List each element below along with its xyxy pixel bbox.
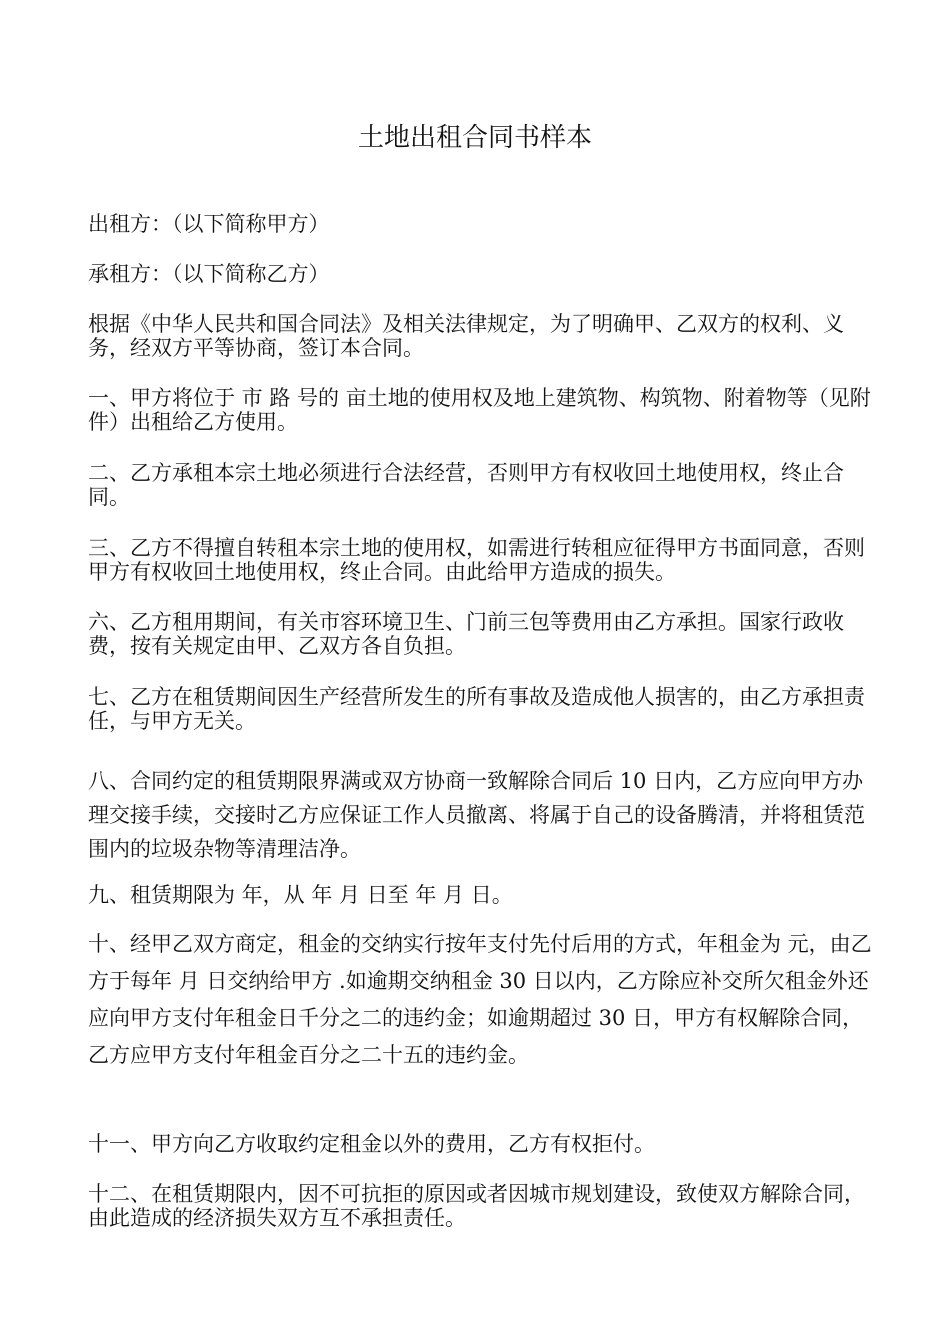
paragraph-clause-7: 七、乙方在租赁期间因生产经营所发生的所有事故及造成他人损害的，由乙方承担责任，与甲方无关。	[88, 685, 865, 733]
paragraph-clause-10: 十、经甲乙双方商定，租金的交纳实行按年支付先付后用的方式，年租金为 元，由乙方于每年 月 日交纳给甲方 .如逾期交纳租金 30 日以内，乙方除应补交所欠租金外还应向甲方支付年租金日千分之二的违约金；如逾期超过 30 日，甲方有权解除合同，乙方应甲方支付年租金百分之二十五的违约金。	[88, 932, 872, 1067]
paragraph-clause-8: 八、合同约定的租赁期限界满或双方协商一致解除合同后 10 日内，乙方应向甲方办理交接手续，交接时乙方应保证工作人员撤离、将属于自己的设备腾清，并将租赁范围内的垃圾杂物等清理洁净。	[88, 769, 865, 861]
document-title: 土地出租合同书样本	[357, 123, 592, 153]
paragraph-clause-6: 六、乙方租用期间，有关市容环境卫生、门前三包等费用由乙方承担。国家行政收费，按有关规定由甲、乙双方各自负担。	[88, 610, 844, 658]
paragraph-clause-9: 九、租赁期限为 年，从 年 月 日至 年 月 日。	[88, 883, 513, 907]
paragraph-clause-12: 十二、在租赁期限内，因不可抗拒的原因或者因城市规划建设，致使双方解除合同，由此造成的经济损失双方互不承担责任。	[88, 1182, 865, 1230]
paragraph-lessee: 承租方：（以下简称乙方）	[88, 262, 330, 286]
paragraph-clause-11: 十一、甲方向乙方收取约定租金以外的费用，乙方有权拒付。	[88, 1132, 655, 1156]
paragraph-lessor: 出租方：（以下简称甲方）	[88, 212, 330, 236]
paragraph-preamble: 根据《中华人民共和国合同法》及相关法律规定，为了明确甲、乙双方的权利、义务，经双方平等协商，签订本合同。	[88, 312, 844, 360]
paragraph-clause-3: 三、乙方不得擅自转租本宗土地的使用权，如需进行转租应征得甲方书面同意，否则甲方有权收回土地使用权，终止合同。由此给甲方造成的损失。	[88, 536, 865, 584]
paragraph-clause-2: 二、乙方承租本宗土地必须进行合法经营，否则甲方有权收回土地使用权，终止合同。	[88, 461, 844, 509]
paragraph-clause-1: 一、甲方将位于 市 路 号的 亩土地的使用权及地上建筑物、构筑物、附着物等（见附件）出租给乙方使用。	[88, 386, 871, 434]
